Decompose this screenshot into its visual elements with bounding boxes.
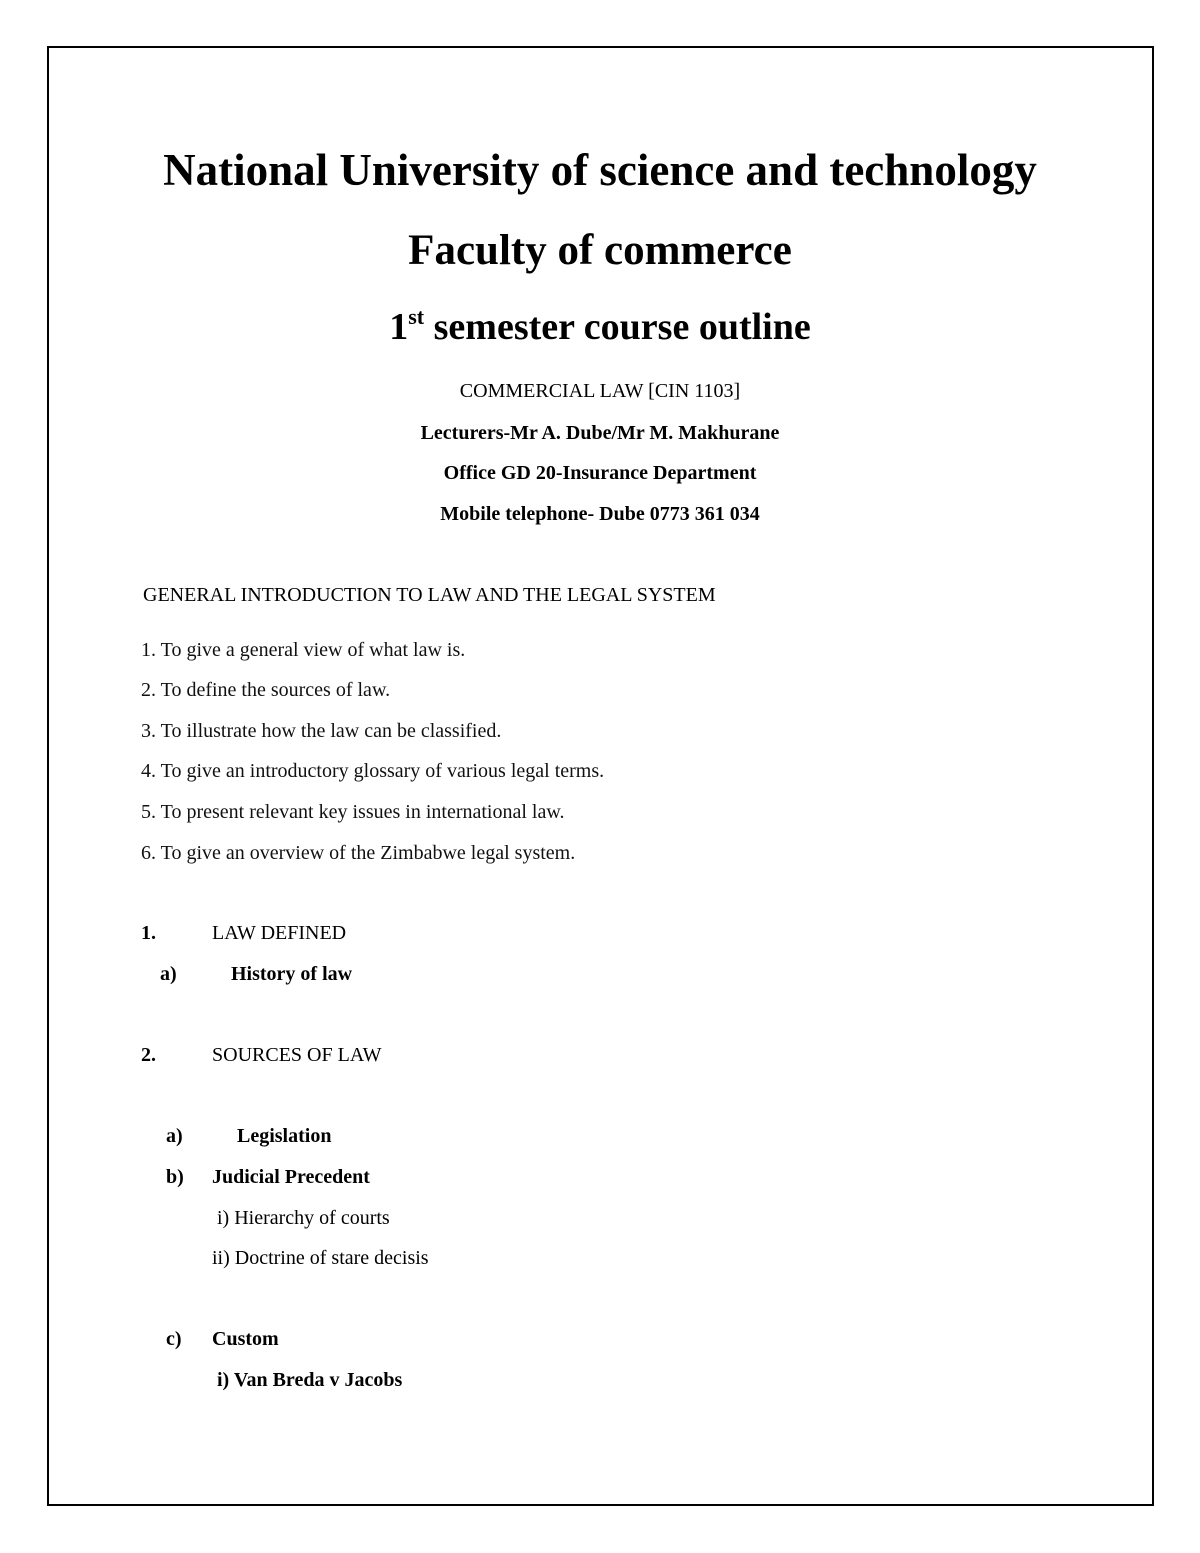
office: Office GD 20-Insurance Department xyxy=(443,462,757,484)
section2-sub-a-text: Legislation xyxy=(237,1125,332,1147)
lecturers: Lecturers-Mr A. Dube/Mr M. Makhurane xyxy=(420,422,780,444)
section2-sub-b-label: b) xyxy=(166,1166,184,1188)
objective-item: 6. To give an overview of the Zimbabwe legal system. xyxy=(141,842,576,864)
objective-item: 2. To define the sources of law. xyxy=(141,679,391,701)
objective-item: 3. To illustrate how the law can be classified. xyxy=(141,720,502,742)
section2-title: SOURCES OF LAW xyxy=(212,1044,382,1066)
sub-c-item-case: i) Van Breda v Jacobs xyxy=(217,1369,403,1391)
section2-sub-c-text: Custom xyxy=(212,1328,279,1350)
section2-sub-a-label: a) xyxy=(166,1125,183,1147)
university-title: National University of science and technology xyxy=(163,145,1037,195)
sub-b-item-hierarchy: i) Hierarchy of courts xyxy=(217,1207,390,1229)
outline-suffix: st xyxy=(408,304,425,329)
course-outline-title xyxy=(0,304,1200,348)
mobile-telephone: Mobile telephone- Dube 0773 361 034 xyxy=(440,503,760,525)
objective-item: 1. To give a general view of what law is. xyxy=(141,639,466,661)
section2-sub-b-text: Judicial Precedent xyxy=(212,1166,370,1188)
general-intro-heading: GENERAL INTRODUCTION TO LAW AND THE LEGAL SYSTEM xyxy=(143,584,716,606)
sub-b-item-stare-decisis: ii) Doctrine of stare decisis xyxy=(212,1247,429,1269)
outline-number: 1 xyxy=(389,306,409,348)
section1-sub-a-text: History of law xyxy=(231,963,353,985)
section1-sub-a-label: a) xyxy=(160,963,177,985)
section2-number: 2. xyxy=(141,1044,156,1066)
objective-item: 5. To present relevant key issues in international law. xyxy=(141,801,565,823)
course-code: COMMERCIAL LAW [CIN 1103] xyxy=(459,380,741,402)
section1-number: 1. xyxy=(141,922,156,944)
section1-title: LAW DEFINED xyxy=(212,922,347,944)
faculty-title: Faculty of commerce xyxy=(408,227,792,274)
objective-item: 4. To give an introductory glossary of various legal terms. xyxy=(141,760,605,782)
section2-sub-c-label: c) xyxy=(166,1328,182,1350)
outline-rest: semester course outline xyxy=(424,306,811,348)
